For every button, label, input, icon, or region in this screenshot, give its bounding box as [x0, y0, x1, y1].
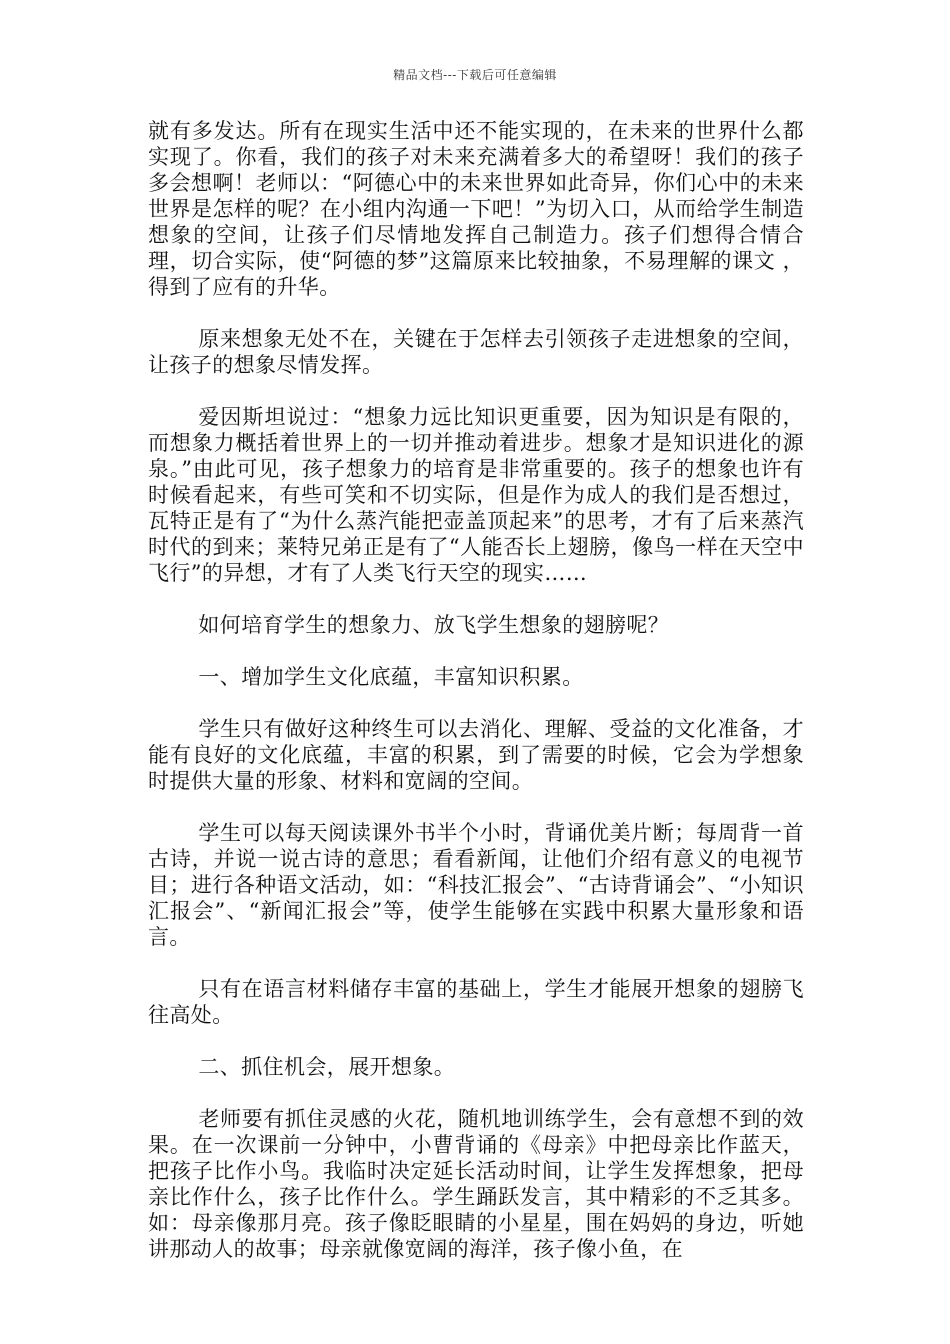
paragraph-5: 学生只有做好这种终生可以去消化、理解、受益的文化准备，才能有良好的文化底蕴，丰富的积累，到了需要的时候，它会为学想象时提供大量的形象、材料和宽阔的空间。 [148, 717, 804, 793]
paragraph-4: 如何培育学生的想象力、放飞学生想象的翅膀呢？ [198, 613, 670, 637]
paragraph-3: 爱因斯坦说过：“想象力远比知识更重要，因为知识是有限的，而想象力概括着世界上的一切并推动着进步。想象才是知识进化的源泉。”由此可见，孩子想象力的培育是非常重要的。孩子的想象也许有时候看起来，有些可笑和不切实际，但是作为成人的我们是否想过，瓦特正是有了“为什么蒸汽能把壶盖顶起来”的思考，才有了后来蒸汽时代的到来；莱特兄弟正是有了“人能否长上翅膀，像鸟一样在天空中飞行”的异想，才有了人类飞行天空的现实…… [148, 405, 804, 585]
paragraph-8: 老师要有抓住灵感的火花，随机地训练学生，会有意想不到的效果。在一次课前一分钟中，小曹背诵的《母亲》中把母亲比作蓝天，把孩子比作小鸟。我临时决定延长活动时间，让学生发挥想象，把母亲比作什么，孩子比作什么。学生踊跃发言，其中精彩的不乏其多。如：母亲像那月亮。孩子像眨眼睛的小星星，围在妈妈的身边，听她讲那动人的故事；母亲就像宽阔的海洋，孩子像小鱼，在 [148, 1107, 804, 1261]
page-header: 精品文档---下载后可任意编辑 [393, 68, 557, 82]
paragraph-6: 学生可以每天阅读课外书半个小时，背诵优美片断；每周背一首古诗，并说一说古诗的意思；看看新闻，让他们介绍有意义的电视节目；进行各种语文活动，如：“科技汇报会”、“古诗背诵会”、“小知识汇报会”、“新闻汇报会”等，使学生能够在实践中积累大量形象和语言。 [148, 821, 804, 949]
section-heading-1: 一、增加学生文化底蕴，丰富知识积累。 [198, 665, 584, 689]
paragraph-1: 就有多发达。所有在现实生活中还不能实现的，在未来的世界什么都实现了。你看，我们的孩子对未来充满着多大的希望呀！我们的孩子多会想啊！老师以：“阿德心中的未来世界如此奇异，你们心中的未来世界是怎样的呢？在小组内沟通一下吧！”为切入口，从而给学生制造想象的空间，让孩子们尽情地发挥自己制造力。孩子们想得合情合理，切合实际，使“阿德的梦”这篇原来比较抽象，不易理解的课文 ， 得到了应有的升华。 [148, 119, 804, 299]
section-heading-2: 二、抓住机会，展开想象。 [198, 1055, 456, 1079]
paragraph-2: 原来想象无处不在，关键在于怎样去引领孩子走进想象的空间，让孩子的想象尽情发挥。 [148, 327, 804, 377]
document-body [148, 118, 804, 1262]
paragraph-7: 只有在语言材料储存丰富的基础上，学生才能展开想象的翅膀飞往高处。 [148, 977, 804, 1027]
